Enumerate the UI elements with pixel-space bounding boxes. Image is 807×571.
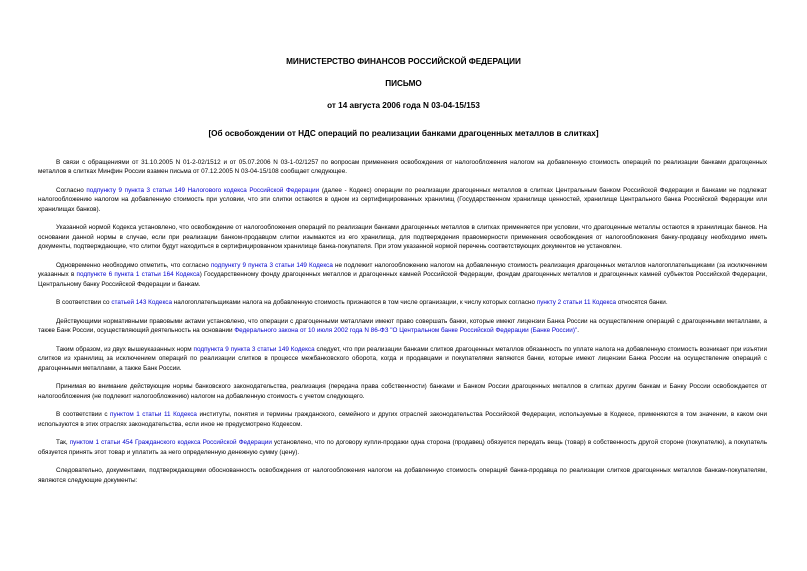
paragraph-text: Следовательно, документами, подтверждающими обоснованность освобождения от налогообложения налогом на добавленную стоимость операций банка-продавца по реализации слитков драгоценных металлов банкам-покупателям, являются следующие документы:: [38, 467, 767, 484]
paragraph: [38, 410, 767, 429]
paragraph-text: Указанной нормой Кодекса установлено, что освобождение от налогообложения операций по реализации банками драгоценных металлов в слитках применяется при условии, что драгоценные металлы остаются в хранилищах банков. На основании данной нормы в случае, если при реализации банком-продавцом слитки изымаются из его хранилища, для подтверждения правомерности применения освобождения от налогообложения банку-продавцу необходимо иметь документы, подтверждающие, что слитки будут находиться в сертифицированном хранилище банка-покупателя. При этом указанной нормой перечень соответствующих документов не установлен.: [38, 224, 767, 251]
law-link[interactable]: подпункта 9 пункта 3 статьи 149 Кодекса: [193, 345, 315, 353]
paragraph-text: следует, что при реализации банками слитков драгоценных металлов обязанность по уплате налога на добавленную стоимость возникает при изъятии слитков из хранилищ за исключением операций по реализации слитков в процессе межбанковского оборота, когда и продавцами и покупателями являются банки, которые имеют лицензии Банка России на осуществление операций с драгоценными металлами, а также Банк России.: [38, 345, 768, 372]
law-link[interactable]: подпункте 6 пункта 1 статьи 164 Кодекса: [76, 271, 200, 279]
paragraph: [38, 382, 767, 401]
paragraph-text: установлено, что по договору купли-продажи одна сторона (продавец) обязуется передать вещь (товар) в собственность другой стороне (покупателю), а покупатель обязуется принять этот товар и уплатить за него определенную денежную сумму (цену).: [38, 439, 768, 456]
law-link[interactable]: Федерального закона от 10 июля 2002 года N 86-ФЗ "О Центральном банке Российской Федерации (Банке России)": [234, 327, 578, 335]
paragraph-text: Одновременно необходимо отметить, что согласно: [56, 261, 211, 269]
paragraph-text: .: [577, 327, 579, 335]
paragraph-text: институты, понятия и термины гражданского, семейного и других отраслей законодательства Российской Федерации, используемые в Кодексе, применяются в том значении, в каком они используются в этих отраслях законодательства, если иное не предусмотрено Кодексом.: [38, 411, 767, 428]
paragraph-text: Согласно: [56, 187, 87, 194]
paragraph: [38, 345, 767, 373]
paragraph: [38, 158, 767, 177]
paragraph-text: Таким образом, из двух вышеуказанных норм: [56, 345, 194, 353]
paragraph-text: В соответствии со: [56, 299, 112, 307]
paragraph: [38, 186, 767, 214]
paragraph: [38, 438, 767, 457]
paragraph-text: налогоплательщиками налога на добавленную стоимость признаются в том числе организации, к числу которых согласно: [172, 299, 537, 307]
paragraph-text: относятся банки.: [616, 299, 668, 307]
paragraph-text: (далее - Кодекс) операции по реализации драгоценных металлов в слитках Центральным банком Российской Федерации и банками не подлежат налогообложению налогом на добавленную стоимость при условии, что эти слитки остаются в одном из сертифицированных хранилищ (Государственном хранилище ценностей, хранилище Центрального банка Российской Федерации или хранилищах банков).: [38, 187, 767, 213]
law-link[interactable]: пунктом 1 статьи 11 Кодекса: [110, 411, 197, 419]
paragraph: [38, 298, 767, 307]
law-link[interactable]: пункту 2 статьи 11 Кодекса: [536, 299, 617, 307]
law-link[interactable]: подпункту 9 пункта 3 статьи 149 Налогового кодекса Российской Федерации: [86, 187, 320, 194]
document-date-number: от 14 августа 2006 года N 03-04-15/153: [327, 101, 480, 110]
paragraph-text: Принимая во внимание действующие нормы банковского законодательства, реализация (передача права собственности) банками и Банком России драгоценных металлов в слитках другим банкам и Банку России освобождается от налогообложения (не подлежит налогообложению) налогом на добавленную стоимость с учетом следующего.: [38, 383, 767, 400]
law-link[interactable]: пунктом 1 статьи 454 Гражданского кодекса Российской Федерации: [69, 439, 272, 447]
paragraph-text: Действующими нормативными правовыми актами установлено, что операции с драгоценными металлами имеют право совершать банки, которые имеют лицензии Банка России на осуществление операций с драгоценными металлами, а также Банк России, осуществляющий деятельность на основании: [38, 317, 767, 335]
ministry-heading: МИНИСТЕРСТВО ФИНАНСОВ РОССИЙСКОЙ ФЕДЕРАЦИИ: [286, 57, 521, 66]
law-link[interactable]: статьей 143 Кодекса: [111, 299, 172, 307]
paragraph: [38, 466, 767, 485]
document-body: [38, 158, 767, 494]
paragraph: [38, 261, 767, 289]
law-link[interactable]: подпункту 9 пункта 3 статьи 149 Кодекса: [210, 261, 333, 269]
document-type: ПИСЬМО: [385, 79, 422, 88]
document-subject: [Об освобождении от НДС операций по реализации банками драгоценных металлов в слитках]: [208, 129, 599, 138]
paragraph-text: В соответствии с: [56, 411, 111, 419]
paragraph-text: не подлежит налогообложению налогом на добавленную стоимость реализация драгоценных металлов налогоплательщиками (за исключением указанных в: [38, 261, 767, 279]
paragraph-text: ) Государственному фонду драгоценных металлов и драгоценных камней Российской Федерации, фондам драгоценных металлов и драгоценных камней субъектов Российской Федерации, Центральному банку Российской Федерации и банкам.: [38, 271, 768, 288]
paragraph: [38, 317, 767, 336]
paragraph-text: Так,: [56, 439, 70, 447]
paragraph: [38, 223, 767, 251]
paragraph-text: В связи с обращениями от 31.10.2005 N 01-2-02/1512 и от 05.07.2006 N 03-1-02/1257 по вопросам применения освобождения от налогообложения налогом на добавленную стоимость операций по реализации банками драгоценных металлов в слитках Минфин России взамен письма от 07.12.2005 N 03-04-15/108 сообщает следующее.: [38, 159, 767, 176]
